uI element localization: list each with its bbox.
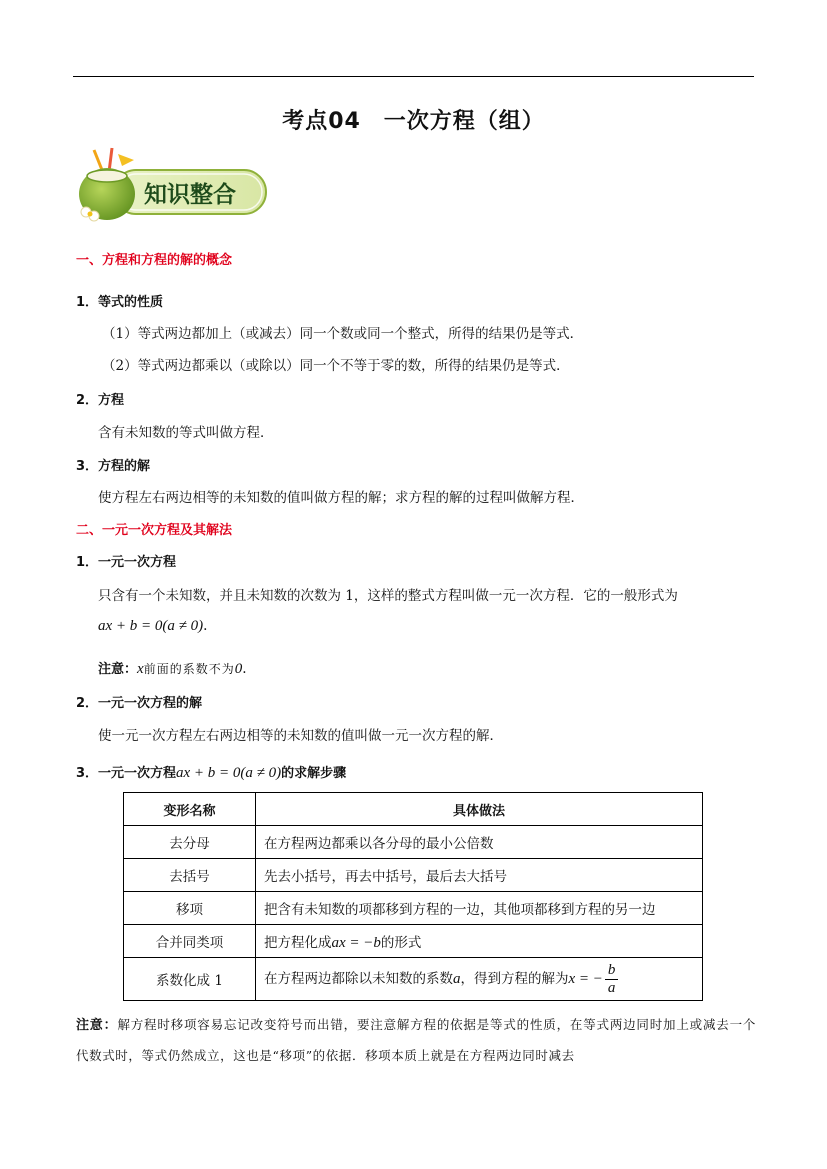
- column-header: 变形名称: [124, 793, 256, 826]
- solving-note: 注意：解方程时移项容易忘记改变符号而出错，要注意解方程的依据是等式的性质，在等式两边同时加上或减去一个代数式时，等式仍然成立，这也是“移项”的依据．移项本质上就是在方程两边同时减去: [76, 1017, 756, 1063]
- knowledge-badge: [74, 146, 270, 224]
- step-name: 合并同类项: [124, 925, 256, 958]
- linear-equation-definition: 只含有一个未知数，并且未知数的次数为 1，这样的整式方程叫做一元一次方程．它的一般形式为: [98, 588, 678, 604]
- subheading-equation: 2．方程: [76, 393, 125, 408]
- linear-solution-definition: 使一元一次方程左右两边相等的未知数的值叫做一元一次方程的解．: [98, 728, 503, 744]
- solution-fraction: $\frac{b}{a}$: [605, 962, 619, 997]
- step-name: 去分母: [124, 826, 256, 859]
- equation-definition: 含有未知数的等式叫做方程．: [98, 425, 274, 441]
- table-row: [124, 892, 703, 925]
- column-header: 具体做法: [256, 793, 703, 826]
- property-line-2: （2）等式两边都乘以（或除以）同一个不等于零的数，所得的结果仍是等式．: [102, 358, 570, 374]
- badge-text: 知识整合: [144, 182, 236, 208]
- step-desc: 在方程两边都乘以各分母的最小公倍数: [256, 826, 703, 859]
- solution-definition: 使方程左右两边相等的未知数的值叫做方程的解；求方程的解的过程叫做解方程．: [98, 490, 584, 506]
- general-form: ax + b = 0(a ≠ 0).: [98, 618, 208, 634]
- property-line-1: （1）等式两边都加上（或减去）同一个数或同一个整式，所得的结果仍是等式．: [102, 326, 584, 342]
- subheading-solving-steps: 3．一元一次方程ax + b = 0(a ≠ 0)的求解步骤: [76, 765, 347, 781]
- step-desc: 把含有未知数的项都移到方程的一边，其他项都移到方程的另一边: [256, 892, 703, 925]
- subheading-linear-equation: 1．一元一次方程: [76, 555, 177, 570]
- coconut-icon: [79, 148, 135, 221]
- subheading-linear-solution: 2．一元一次方程的解: [76, 696, 203, 711]
- page-title: 考点04 一次方程（组）: [282, 109, 545, 134]
- table-header-row: [124, 793, 703, 826]
- step-name: 移项: [124, 892, 256, 925]
- step-name: 系数化成 1: [124, 958, 256, 1001]
- step-desc: 先去小括号，再去中括号，最后去大括号: [256, 859, 703, 892]
- step-desc: 在方程两边都除以未知数的系数a，得到方程的解为x = − $\frac{b}{a}$: [256, 958, 703, 1001]
- table-row: [124, 826, 703, 859]
- step-name: 去括号: [124, 859, 256, 892]
- step-desc: 把方程化成ax = −b的形式: [256, 925, 703, 958]
- subheading-equality-properties: 1．等式的性质: [76, 295, 164, 310]
- header-rule: [73, 76, 754, 77]
- subheading-solution: 3．方程的解: [76, 459, 151, 474]
- section-heading-concepts: 一、方程和方程的解的概念: [76, 253, 233, 268]
- section-heading-linear-equation: 二、一元一次方程及其解法: [76, 523, 233, 538]
- solving-steps-table: [123, 792, 703, 1001]
- table-row: [124, 925, 703, 958]
- table-row: [124, 958, 703, 1001]
- linear-equation-note: 注意：x前面的系数不为0.: [98, 661, 247, 677]
- general-form-formula: ax + b = 0(a ≠ 0): [98, 618, 204, 634]
- table-row: [124, 859, 703, 892]
